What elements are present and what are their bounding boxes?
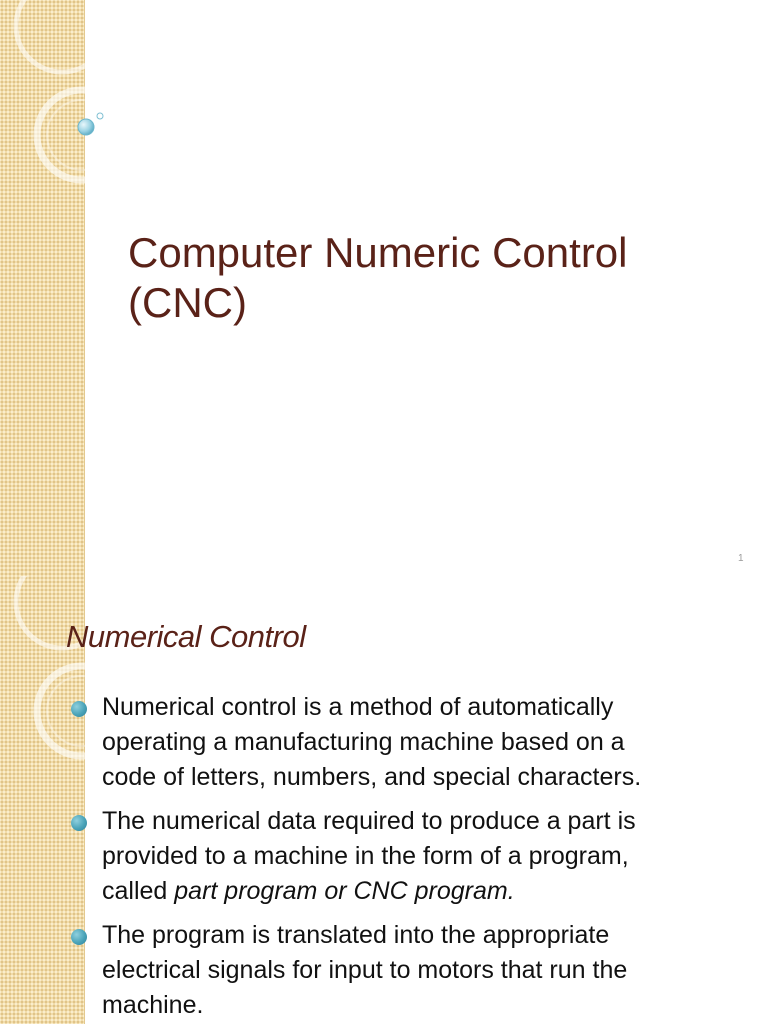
slide-title-line: (CNC) [128, 279, 247, 326]
bullet-line: Numerical control is a method of automatically [102, 693, 614, 721]
bullet-item [68, 918, 708, 1023]
decorative-rings-icon [0, 0, 140, 200]
bullet-item [68, 690, 708, 795]
bullet-icon [71, 815, 87, 831]
section-heading: Numerical Control [66, 619, 306, 654]
bullet-emphasis-text: part program or CNC program [174, 877, 508, 905]
bullet-text: . [507, 877, 515, 905]
slide-title-line: Computer Numeric Control [128, 229, 628, 276]
bullet-icon [71, 701, 87, 717]
bullet-line: machine. [102, 991, 204, 1019]
page-number: 1 [738, 553, 744, 564]
bullet-line: The program is translated into the appropriate [102, 921, 610, 949]
bullet-text: called [102, 877, 175, 905]
bullet-list [68, 690, 708, 1024]
bullet-line: The numerical data required to produce a part is [102, 807, 636, 835]
bullet-line: operating a manufacturing machine based on a [102, 728, 625, 756]
bullet-line: code of letters, numbers, and special characters. [102, 763, 642, 791]
bullet-item [68, 804, 708, 909]
bullet-icon [71, 929, 87, 945]
bullet-line: provided to a machine in the form of a program, [102, 842, 629, 870]
bullet-line: electrical signals for input to motors that run the [102, 956, 628, 984]
slide-title [128, 228, 728, 328]
bullet-line [102, 874, 708, 909]
